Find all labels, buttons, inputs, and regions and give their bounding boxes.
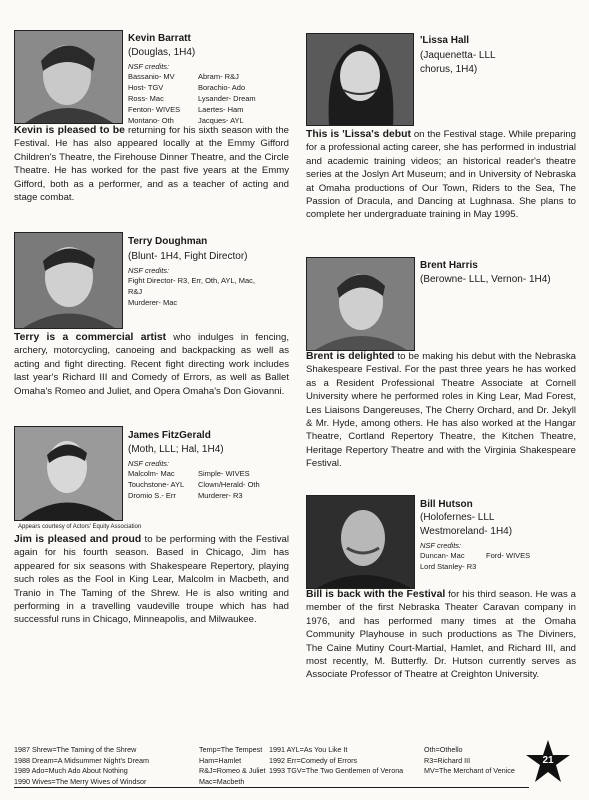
actor-name: James FitzGerald	[128, 430, 211, 441]
page-number: 21	[542, 755, 554, 766]
headshot-brent-harris	[306, 257, 415, 351]
bio-text: who indulges in fencing, archery, motorcycling, canoeing and backpacking as well as acting and fight directing. Recent fight directing work includes last year's Richard III and Comedy of Errors, as well as Ballet Omaha's Romeo and Juliet, and Opera Omaha's Don Giovanni.	[14, 332, 289, 397]
actor-bio	[14, 331, 289, 398]
actor-role: (Jaquenetta- LLL	[420, 50, 496, 61]
actor-name: Terry Doughman	[128, 236, 208, 247]
bio-lead: Kevin is pleased to be	[14, 125, 125, 136]
bio-lead: Terry is a commercial artist	[14, 332, 167, 343]
actor-bio	[14, 124, 289, 204]
credits-heading: NSF credits:	[420, 541, 462, 550]
credits-list: Duncan- Mac Ford- WIVES Lord Stanley- R3	[420, 551, 531, 571]
headshot-bill-hutson	[306, 495, 415, 589]
bio-lead: This is 'Lissa's debut	[306, 129, 411, 140]
actor-bio	[306, 588, 576, 682]
bio-lead: Bill is back with the Festival	[306, 589, 446, 600]
actor-name: Kevin Barratt	[128, 33, 191, 44]
headshot-kevin-barratt	[14, 30, 123, 124]
actor-name: Brent Harris	[420, 260, 478, 271]
headshot-terry-doughman	[14, 232, 123, 329]
actor-role: (Douglas, 1H4)	[128, 47, 196, 58]
page-number-star	[524, 738, 572, 786]
bio-text: on the Festival stage. While preparing for a professional acting career, she has performed in industrial and academic training videos; an historical reader's theatre series at the Joslyn Art Museum; and in University of Nebraska at Omaha productions of Our Town, Riders to the Sea, The Passion of Dracula, and Dancing at Lughnasa. She plans to complete her undergraduate training in May 1995.	[306, 129, 576, 221]
actor-role: Westmoreland- 1H4)	[420, 526, 513, 537]
bio-lead: Jim is pleased and proud	[14, 534, 142, 545]
headshot-lissa-hall	[306, 33, 414, 126]
credits-heading: NSF credits:	[128, 62, 170, 71]
bio-text: to be performing with the Festival again for his fourth season. Based in Chicago, Jim has appeared for six seasons with Shakespeare Repertory, playing such roles as the Fool in King Lear, Malcolm in Macbeth, and Tranio in The Taming of the Shrew. He is also writing and performing in a travelling vaudeville troupe which has had successful runs in Chicago, Minneapolis, and Milwaukee.	[14, 534, 289, 626]
equity-courtesy-note: Appears courtesy of Actors' Equity Association	[18, 524, 142, 530]
bio-text: returning for his sixth season with the Festival. He has also appeared locally at the Emmy Gifford Children's Theatre, the Firehouse Dinner Theatre, and the Circle Theatre. He has worked for the past five years at the Emmy Gifford, both as a performer, and as a teacher of acting and stage combat.	[14, 125, 289, 204]
footer-rule	[14, 787, 529, 788]
bio-lead: Brent is delighted	[306, 351, 395, 362]
credits-list: Bassanio- MV Abram- R&J Host- TGV Borachio- Ado Ross- Mac Lysander- Dream Fenton- WIVES Laertes- Ham Montano- Oth Jacques- AYL	[128, 72, 256, 125]
actor-role: (Berowne- LLL, Vernon- 1H4)	[420, 274, 551, 285]
credits-list: Fight Director- R3, Err, Oth, AYL, Mac, R&J Murderer- Mac	[128, 276, 255, 307]
credits-heading: NSF credits:	[128, 459, 170, 468]
actor-bio	[306, 128, 576, 222]
actor-name: 'Lissa Hall	[420, 35, 470, 46]
actor-role: (Moth, LLL; Hal, 1H4)	[128, 444, 224, 455]
actor-role: chorus, 1H4)	[420, 64, 478, 75]
actor-role: (Blunt- 1H4, Fight Director)	[128, 251, 248, 262]
credits-list: Malcolm- Mac Simple- WIVES Touchstone- AYL Clown/Herald- Oth Dromio S.- Err Murderer- R3	[128, 469, 260, 500]
headshot-james-fitzgerald	[14, 426, 123, 521]
actor-name: Bill Hutson	[420, 499, 473, 510]
actor-role: (Holofernes- LLL	[420, 512, 495, 523]
bio-text: to be making his debut with the Nebraska Shakespeare Festival. For the past three years he has worked as a Resident Professional Theatre Associate at Cornell University where he performed roles in King Lear, Mad Forest, Les Liaisons Dangereuses, The Cherry Orchard, and Dr. Jekyll & Mr. Hyde, among others. He has also worked at the Hangar Theatre, Cortland Repertory Theatre, the Kitchen Theatre, Heritage Repertory Theatre and with the Virginia Shakespeare Festival.	[306, 351, 576, 470]
bio-text: for his third season. He was a member of the first Nebraska Theater Caravan company in 1976, and has performed many times at the Omaha Community Playhouse in such productions as The Diviners, The Caine Mutiny Court-Martial, Hamlet, and Richard III, and most recently, M. Butterfly. Dr. Hutson currently serves as Associate Professor of Theatre at Creighton University.	[306, 589, 576, 681]
credits-heading: NSF credits:	[128, 266, 170, 275]
actor-bio	[14, 533, 289, 627]
actor-bio	[306, 350, 576, 471]
